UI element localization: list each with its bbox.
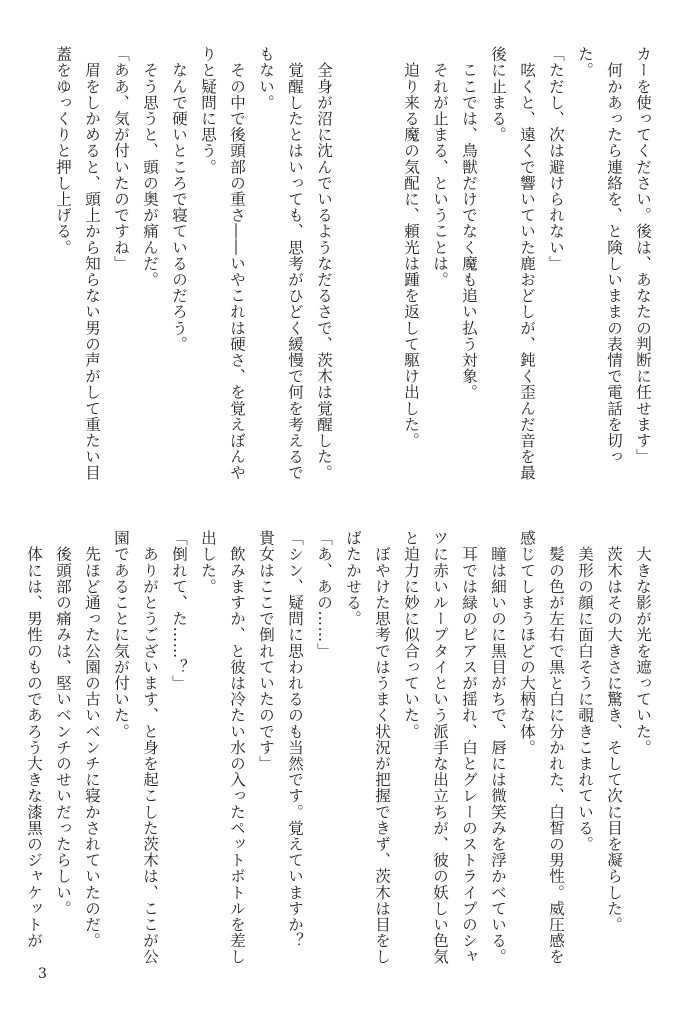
- paragraph: 髪の色が左右で黒と白に分かれた、白皙の男性。威圧感を感じてしまうほどの大柄な体。: [518, 530, 565, 965]
- paragraph: 「ああ、気が付いたのですね」: [112, 46, 130, 272]
- upper-text-block: [41, 46, 657, 486]
- paragraph: それが止まる、ということは。: [431, 46, 449, 288]
- paragraph: 大きな影が光を遮っていた。: [634, 530, 652, 756]
- paragraph: [367, 46, 396, 486]
- paragraph: 「あ、あの……」: [315, 530, 333, 659]
- paragraph: 「ただし、次は避けられない」: [547, 46, 565, 272]
- paragraph: 美形の顔に面白そうに覗きこまれている。: [576, 530, 594, 852]
- paragraph: ありがとうございます、と身を起こした茨木は、ここが公園であることに気が付いた。: [112, 530, 159, 965]
- paragraph: その中で後頭部の重さ――いやこれは硬さ、を覚えぼんやりと疑問に思う。: [199, 46, 246, 481]
- paragraph: 眉をしかめると、頭上から知らない男の声がして重たい目蓋をゆっくりと押し上げる。: [54, 46, 101, 481]
- paragraph: ぼやけた思考ではうまく状況が把握できず、茨木は目をしばたかせる。: [344, 530, 391, 965]
- paragraph: 覚醒したとはいっても、思考がひどく緩慢で何を考えるでもない。: [257, 46, 304, 481]
- paragraph: 呟くと、遠くで響いていた鹿おどしが、鈍く歪んだ音を最後に止まる。: [489, 46, 536, 481]
- paragraph: ここでは、鳥獣だけでなく魔も追い払う対象。: [460, 46, 478, 401]
- paragraph: 先ほど通った公園の古いベンチに寝かされていたのだ。: [83, 530, 101, 949]
- lower-text-block: [25, 530, 657, 970]
- paragraph: 茨木はその大きさに驚き、そして次に目を凝らした。: [605, 530, 623, 933]
- paragraph: 何かあったら連絡を、と険しいままの表情で電話を切った。: [576, 46, 623, 465]
- paragraph: 体には、男性のものであろう大きな漆黒のジャケットが: [25, 530, 43, 949]
- paragraph: 「倒れて、た……？」: [170, 530, 188, 691]
- paragraph: 耳では緑のピアスが揺れ、白とグレーのストライプのシャツに赤いループタイという派手な出立ちが、彼の妖しい色気と迫力に妙に似合っていた。: [402, 530, 478, 965]
- paragraph: 飲みますか、と彼は冷たい水の入ったペットボトルを差し出した。: [199, 530, 246, 965]
- page-number: 3: [38, 966, 47, 982]
- paragraph: 迫り来る魔の気配に、頼光は踵を返して駆け出した。: [402, 46, 420, 449]
- paragraph: 全身が沼に沈んでいるようなだるさで、茨木は覚醒した。: [315, 46, 333, 481]
- paragraph: 瞳は細いのに黒目がちで、唇には微笑みを浮かべている。: [489, 530, 507, 965]
- paragraph: なんで硬いところで寝ているのだろう。: [170, 46, 188, 352]
- paragraph: そう思うと、頭の奥が痛んだ。: [141, 46, 159, 288]
- paragraph: 後頭部の痛みは、堅いベンチのせいだったらしい。: [54, 530, 72, 917]
- paragraph: 「シン、疑問に思われるのも当然です。覚えていますか？ 貴女はここで倒れていたのです」: [257, 530, 304, 965]
- paragraph: [338, 46, 367, 486]
- paragraph: カーを使ってください。後は、あなたの判断に任せます」: [634, 46, 652, 465]
